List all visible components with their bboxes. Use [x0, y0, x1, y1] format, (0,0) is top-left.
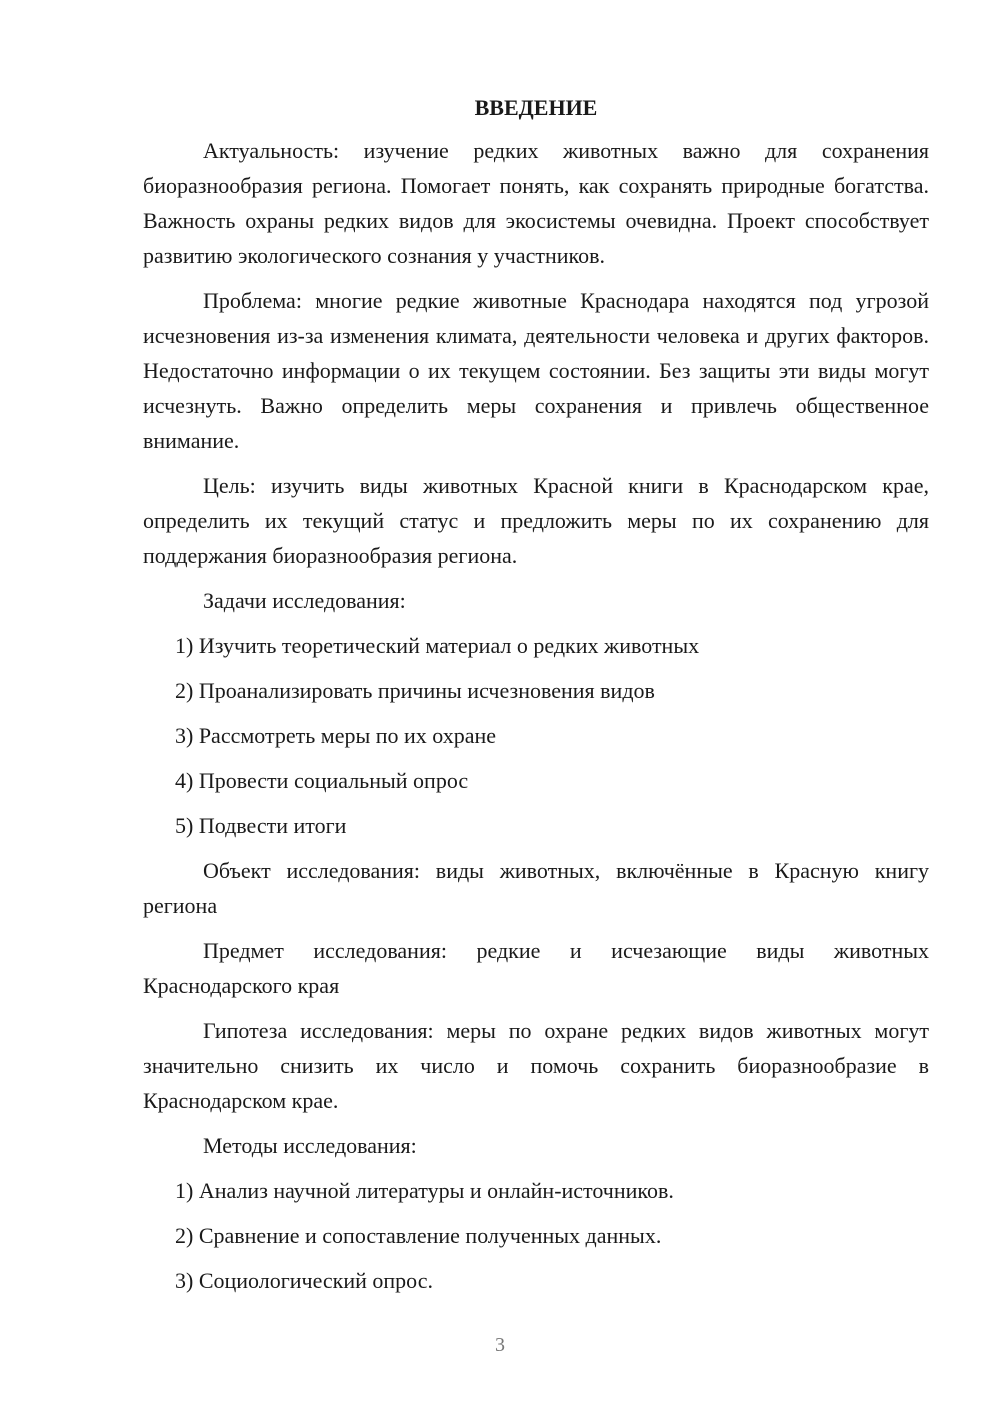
goal-paragraph: Цель: изучить виды животных Красной книги в Краснодарском крае, определить их текущий статус и предложить меры по их сохранению для поддержания биоразнообразия региона. — [143, 473, 929, 568]
tasks-heading: Задачи исследования: — [203, 588, 406, 613]
subject-paragraph: Предмет исследования: редкие и исчезающие виды животных Краснодарского края — [143, 938, 929, 998]
hypothesis-paragraph: Гипотеза исследования: меры по охране редких видов животных могут значительно снизить их число и помочь сохранить биоразнообразие в Краснодарском крае. — [143, 1018, 929, 1113]
list-item: 1) Изучить теоретический материал о редких животных — [175, 633, 700, 658]
list-item: 3) Социологический опрос. — [175, 1268, 433, 1293]
methods-list — [143, 1173, 929, 1298]
relevance-paragraph: Актуальность: изучение редких животных важно для сохранения биоразнообразия региона. Помогает понять, как сохранять природные богатства. Важность охраны редких видов для экосистемы очевидна. Проект способствует развитию экологического сознания у участников. — [143, 138, 929, 268]
list-item: 2) Проанализировать причины исчезновения видов — [175, 678, 655, 703]
page-number: 3 — [495, 1334, 505, 1356]
object-paragraph: Объект исследования: виды животных, включённые в Красную книгу региона — [143, 858, 929, 918]
list-item: 2) Сравнение и сопоставление полученных данных. — [175, 1223, 662, 1248]
page-title: ВВЕДЕНИЕ — [474, 95, 598, 120]
problem-paragraph: Проблема: многие редкие животные Краснодара находятся под угрозой исчезновения из-за изменения климата, деятельности человека и других факторов. Недостаточно информации о их текущем состоянии. Без защиты эти виды могут исчезнуть. Важно определить меры сохранения и привлечь общественное внимание. — [143, 288, 929, 453]
methods-heading: Методы исследования: — [203, 1133, 417, 1158]
page-content — [143, 90, 929, 1308]
list-item: 1) Анализ научной литературы и онлайн-источников. — [175, 1178, 674, 1203]
list-item: 5) Подвести итоги — [175, 813, 347, 838]
tasks-list — [143, 628, 929, 843]
list-item: 3) Рассмотреть меры по их охране — [175, 723, 497, 748]
list-item: 4) Провести социальный опрос — [175, 768, 469, 793]
